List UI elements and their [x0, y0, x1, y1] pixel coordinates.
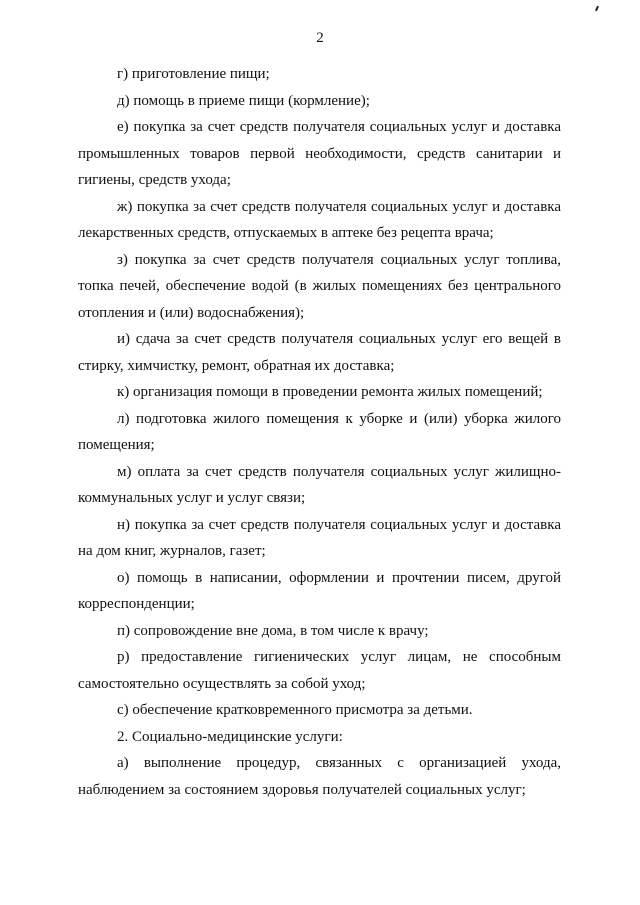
paragraph-e: е) покупка за счет средств получателя социальных услуг и доставка промышленных товаров первой необходимости, средств санитарии и гигиены, средств ухода; — [78, 119, 561, 188]
paragraph-i: и) сдача за счет средств получателя социальных услуг его вещей в стирку, химчистку, ремонт, обратная их доставка; — [78, 331, 561, 374]
page-number: 2 — [316, 30, 324, 46]
scan-mark — [595, 6, 599, 11]
paragraph-k: к) организация помощи в проведении ремонта жилых помещений; — [117, 384, 543, 400]
paragraph-g: г) приготовление пищи; — [117, 66, 270, 82]
paragraph-s: с) обеспечение кратковременного присмотра за детьми. — [117, 702, 473, 718]
paragraph-d: д) помощь в приеме пищи (кормление); — [117, 92, 370, 109]
paragraph-p: п) сопровождение вне дома, в том числе к врачу; — [117, 622, 429, 639]
paragraph-l: л) подготовка жилого помещения к уборке и (или) уборка жилого помещения; — [78, 410, 561, 453]
paragraph-o: о) помощь в написании, оформлении и прочтении писем, другой корреспонденции; — [78, 569, 561, 612]
paragraph-z: з) покупка за счет средств получателя социальных услуг топлива, топка печей, обеспечение водой (в жилых помещениях без центрального отопления и (или) водоснабжения); — [78, 251, 561, 321]
paragraph-n: н) покупка за счет средств получателя социальных услуг и доставка на дом книг, журналов, газет; — [78, 516, 561, 559]
paragraph-m: м) оплата за счет средств получателя социальных услуг жилищно-коммунальных услуг и услуг связи; — [78, 463, 561, 506]
section-heading: 2. Социально-медицинские услуги: — [117, 728, 343, 745]
paragraph-zh: ж) покупка за счет средств получателя социальных услуг и доставка лекарственных средств, отпускаемых в аптеке без рецепта врача; — [78, 198, 561, 241]
paragraph-r: р) предоставление гигиенических услуг лицам, не способным самостоятельно осуществлять за собой уход; — [78, 649, 561, 692]
document-body — [78, 61, 561, 803]
paragraph-a: а) выполнение процедур, связанных с организацией ухода, наблюдением за состоянием здоровья получателей социальных услуг; — [78, 755, 561, 798]
